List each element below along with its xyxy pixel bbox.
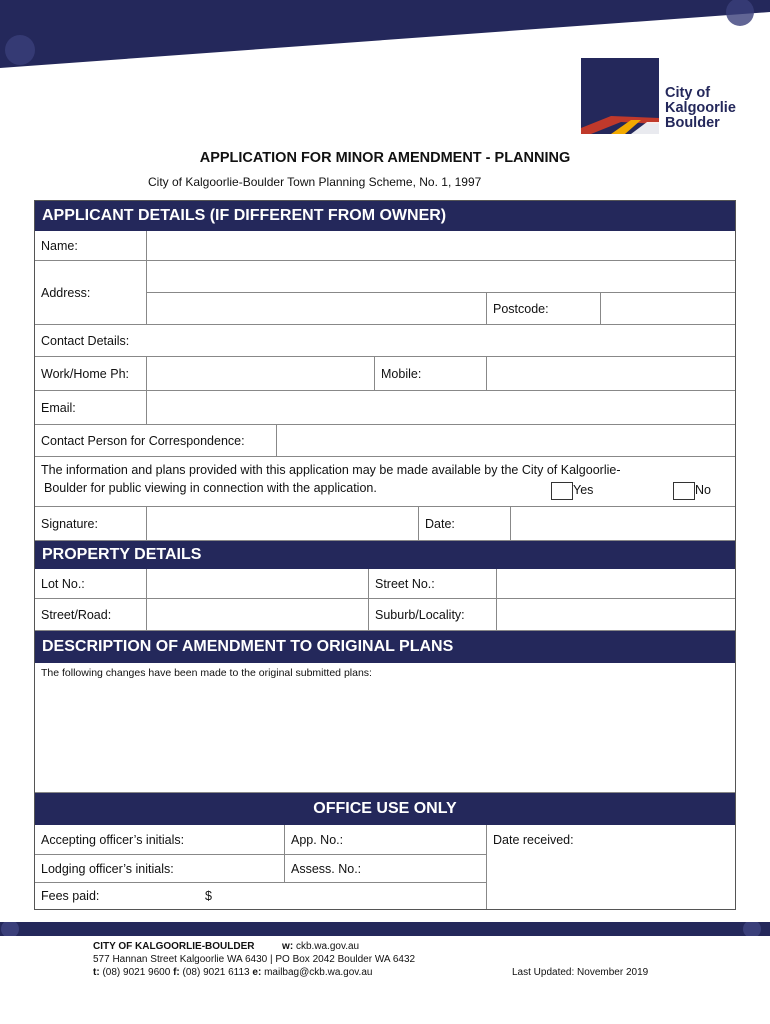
suburb-field[interactable] (497, 599, 735, 631)
signature-field[interactable] (147, 507, 419, 541)
last-updated: Last Updated: November 2019 (512, 967, 649, 978)
yes-label: Yes (573, 483, 594, 497)
footer-fax: (08) 9021 6113 (182, 967, 250, 978)
lot-label: Lot No.: (35, 569, 147, 599)
logo-text: City of Kalgoorlie Boulder (665, 85, 736, 131)
footer-address: 577 Hannan Street Kalgoorlie WA 6430 | PO Box 2042 Boulder WA 6432 (93, 954, 416, 965)
footer-email[interactable]: mailbag@ckb.wa.gov.au (264, 967, 373, 978)
assess-no-label: Assess. No.: (285, 855, 487, 883)
work-phone-field[interactable] (147, 357, 375, 391)
section-description-heading: DESCRIPTION OF AMENDMENT TO ORIGINAL PLANS (35, 631, 735, 663)
address-field-line2[interactable] (147, 293, 487, 325)
contact-person-label: Contact Person for Correspondence: (35, 425, 277, 457)
signature-label: Signature: (35, 507, 147, 541)
postcode-label: Postcode: (487, 293, 601, 325)
fees-dollar-sign: $ (205, 889, 212, 903)
footer-phone: (08) 9021 9600 (102, 967, 171, 978)
section-office-heading: OFFICE USE ONLY (35, 793, 735, 825)
footer-phone-label: t: (93, 967, 100, 978)
name-field[interactable] (147, 231, 735, 261)
form-subtitle: City of Kalgoorlie-Boulder Town Planning Scheme, No. 1, 1997 (148, 175, 482, 189)
suburb-label: Suburb/Locality: (369, 599, 497, 631)
fees-paid-row (35, 883, 487, 909)
date-received-label: Date received: (493, 833, 574, 847)
consent-yes[interactable] (551, 481, 593, 500)
date-field[interactable] (511, 507, 735, 541)
no-checkbox[interactable] (673, 482, 695, 500)
footer-web[interactable]: ckb.wa.gov.au (295, 941, 360, 952)
footer-web-label: w: (282, 941, 294, 952)
name-label: Name: (35, 231, 147, 261)
footer-fax-label: f: (173, 967, 180, 978)
street-road-field[interactable] (147, 599, 369, 631)
email-label: Email: (35, 391, 147, 425)
lot-field[interactable] (147, 569, 369, 599)
footer-org: CITY OF KALGOORLIE-BOULDER (93, 941, 255, 952)
description-text: The following changes have been made to the original submitted plans: (41, 667, 372, 679)
footer-email-label: e: (252, 967, 262, 978)
address-field[interactable] (147, 261, 735, 293)
consent-text-line1: The information and plans provided with this application may be made available by the City of Kalgoorlie- (41, 463, 621, 477)
public-viewing-consent (35, 457, 735, 507)
fees-paid-label: Fees paid: (41, 889, 100, 903)
yes-checkbox[interactable] (551, 482, 573, 500)
street-no-label: Street No.: (369, 569, 497, 599)
contact-person-field[interactable] (277, 425, 735, 457)
section-applicant-heading: APPLICANT DETAILS (IF DIFFERENT FROM OWNER) (35, 201, 735, 231)
mobile-field[interactable] (487, 357, 735, 391)
section-property-heading: PROPERTY DETAILS (35, 541, 735, 569)
form-title: APPLICATION FOR MINOR AMENDMENT - PLANNING (199, 150, 571, 166)
description-field[interactable] (35, 663, 735, 793)
contact-details-label: Contact Details: (35, 325, 735, 357)
street-no-field[interactable] (497, 569, 735, 599)
date-label: Date: (419, 507, 511, 541)
email-field[interactable] (147, 391, 735, 425)
footer-bar (0, 922, 770, 936)
accepting-officer-label: Accepting officer’s initials: (35, 825, 285, 855)
consent-text-line2: Boulder for public viewing in connection with the application. (44, 481, 377, 495)
footer-contact (93, 940, 415, 979)
street-road-label: Street/Road: (35, 599, 147, 631)
application-form (34, 200, 736, 910)
lodging-officer-label: Lodging officer’s initials: (35, 855, 285, 883)
postcode-field[interactable] (601, 293, 735, 325)
consent-no[interactable] (673, 481, 711, 500)
no-label: No (695, 483, 711, 497)
city-logo (581, 58, 751, 134)
work-phone-label: Work/Home Ph: (35, 357, 147, 391)
mobile-label: Mobile: (375, 357, 487, 391)
address-label: Address: (35, 261, 147, 325)
app-no-label: App. No.: (285, 825, 487, 855)
